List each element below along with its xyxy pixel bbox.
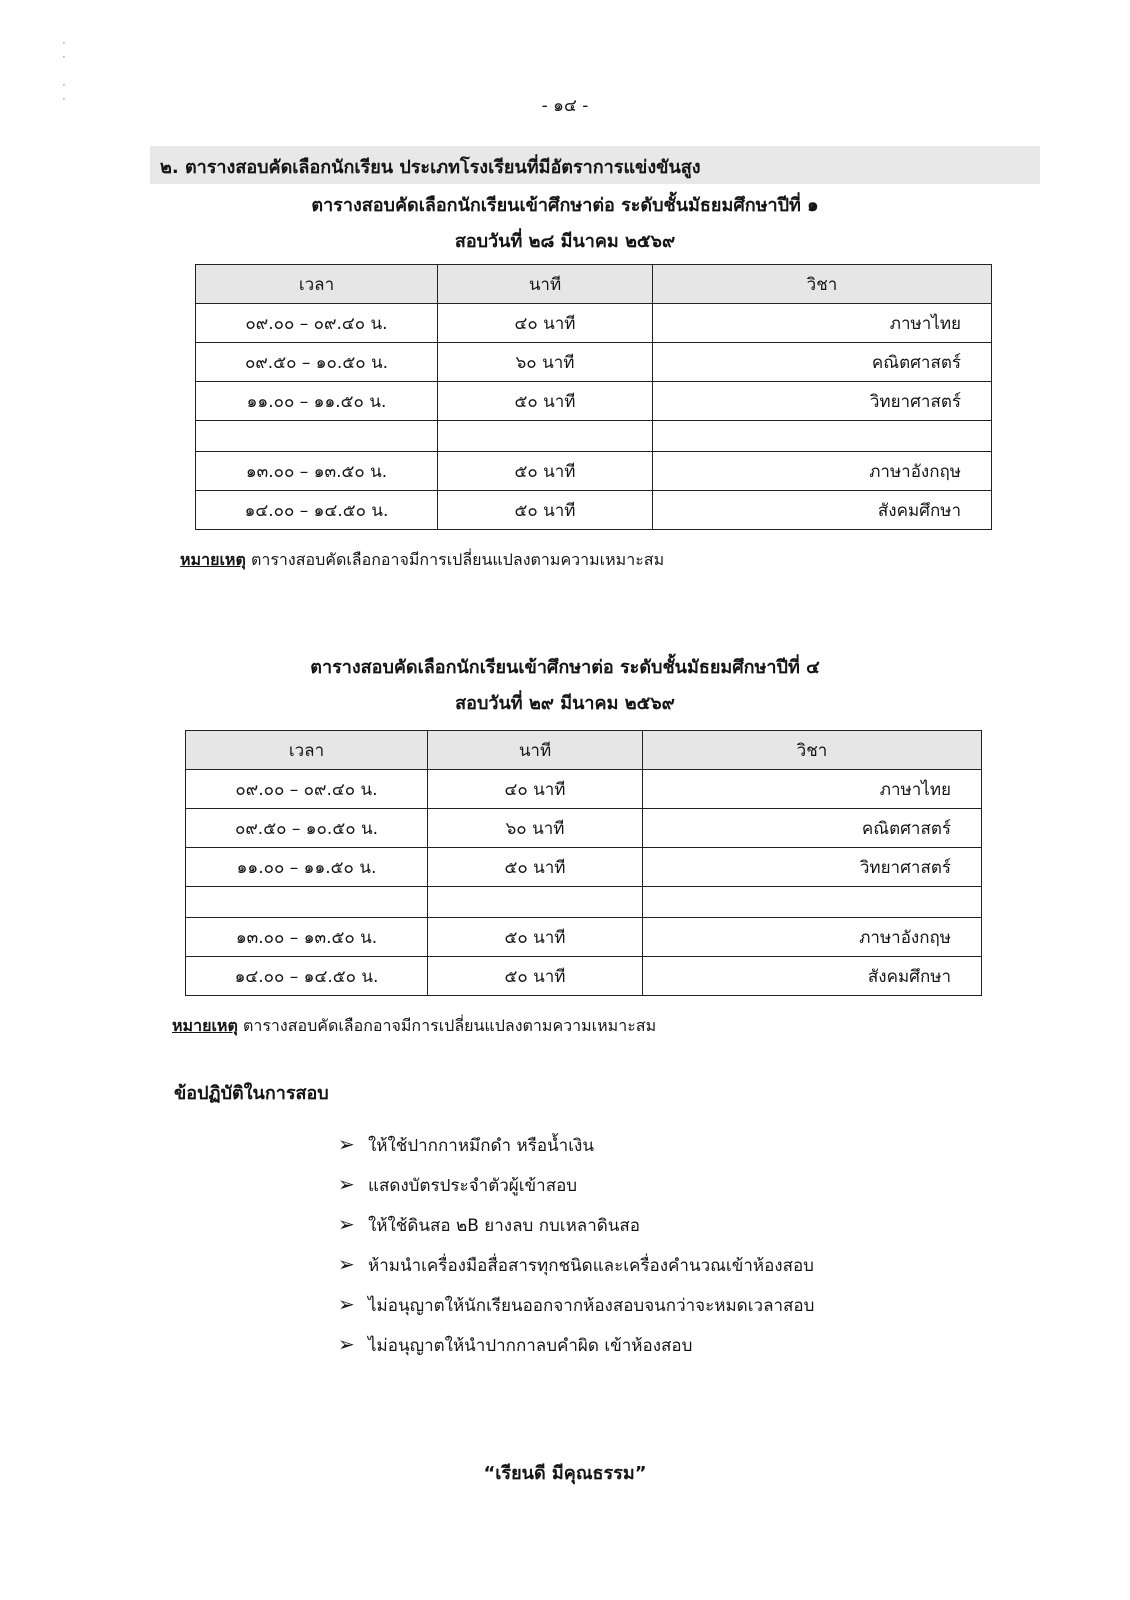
- note-label: หมายเหตุ: [180, 550, 246, 569]
- arrow-bullet-icon: ➢: [338, 1252, 355, 1276]
- cell-minutes: ๕๐ นาที: [428, 848, 643, 887]
- cell-time: ๑๔.๐๐ – ๑๔.๕๐ น.: [186, 957, 428, 996]
- cell-time: ๐๙.๕๐ – ๑๐.๕๐ น.: [196, 343, 438, 382]
- rule-text: แสดงบัตรประจำตัวผู้เข้าสอบ: [368, 1176, 578, 1196]
- section-heading: ๒. ตารางสอบคัดเลือกนักเรียน ประเภทโรงเรียนที่มีอัตราการแข่งขันสูง: [160, 157, 701, 178]
- table-row: [196, 343, 992, 382]
- cell-time: [196, 421, 438, 452]
- arrow-bullet-icon: ➢: [338, 1212, 355, 1236]
- rule-item: [338, 1212, 640, 1239]
- note-text: ตารางสอบคัดเลือกอาจมีการเปลี่ยนแปลงตามความเหมาะสม: [245, 550, 665, 569]
- cell-time: ๑๑.๐๐ – ๑๑.๕๐ น.: [196, 382, 438, 421]
- table-row: [196, 382, 992, 421]
- rule-item: [338, 1292, 814, 1319]
- schedule-2-note: [172, 1014, 656, 1039]
- schedule-2-date: สอบวันที่ ๒๙ มีนาคม ๒๕๖๙: [455, 693, 675, 714]
- table-row: [186, 918, 982, 957]
- table-row-break: [186, 887, 982, 918]
- cell-subject: สังคมศึกษา: [643, 957, 982, 996]
- rule-text: ให้ใช้ปากกาหมึกดำ หรือน้ำเงิน: [368, 1136, 594, 1156]
- cell-minutes: [438, 421, 653, 452]
- cell-minutes: ๔๐ นาที: [428, 770, 643, 809]
- cell-subject: ภาษาไทย: [643, 770, 982, 809]
- cell-subject: [653, 421, 992, 452]
- schedule-1-title: ตารางสอบคัดเลือกนักเรียนเข้าศึกษาต่อ ระดับชั้นมัธยมศึกษาปีที่ ๑: [311, 195, 819, 216]
- schedule-2-title: ตารางสอบคัดเลือกนักเรียนเข้าศึกษาต่อ ระดับชั้นมัธยมศึกษาปีที่ ๔: [310, 657, 820, 678]
- cell-subject: วิทยาศาสตร์: [643, 848, 982, 887]
- arrow-bullet-icon: ➢: [338, 1332, 355, 1356]
- note-text: ตารางสอบคัดเลือกอาจมีการเปลี่ยนแปลงตามความเหมาะสม: [237, 1016, 657, 1035]
- cell-minutes: ๔๐ นาที: [438, 304, 653, 343]
- note-label: หมายเหตุ: [172, 1016, 238, 1035]
- header-subject: วิชา: [653, 265, 992, 304]
- page-number: - ๑๔ -: [541, 96, 589, 116]
- table-row: [186, 957, 982, 996]
- schedule-1-date: สอบวันที่ ๒๘ มีนาคม ๒๕๖๙: [454, 231, 676, 252]
- header-minutes: นาที: [438, 265, 653, 304]
- cell-subject: คณิตศาสตร์: [653, 343, 992, 382]
- table-row: [196, 452, 992, 491]
- cell-minutes: ๕๐ นาที: [428, 957, 643, 996]
- table-row: [196, 491, 992, 530]
- cell-time: ๑๑.๐๐ – ๑๑.๕๐ น.: [186, 848, 428, 887]
- schedule-1-table: [195, 264, 992, 530]
- header-subject: วิชา: [643, 731, 982, 770]
- rule-item: [338, 1132, 594, 1159]
- cell-minutes: ๕๐ นาที: [438, 382, 653, 421]
- schedule-1-note: [180, 548, 664, 573]
- cell-time: ๑๓.๐๐ – ๑๓.๕๐ น.: [186, 918, 428, 957]
- school-motto: “เรียนดี มีคุณธรรม”: [483, 1463, 647, 1484]
- cell-subject: คณิตศาสตร์: [643, 809, 982, 848]
- cell-subject: ภาษาไทย: [653, 304, 992, 343]
- scan-marks: · · · ·: [62, 36, 66, 106]
- table-row: [196, 304, 992, 343]
- cell-time: ๑๓.๐๐ – ๑๓.๕๐ น.: [196, 452, 438, 491]
- arrow-bullet-icon: ➢: [338, 1132, 355, 1156]
- rule-text: ไม่อนุญาตให้นักเรียนออกจากห้องสอบจนกว่าจะหมดเวลาสอบ: [368, 1296, 815, 1316]
- header-time: เวลา: [186, 731, 428, 770]
- cell-minutes: ๕๐ นาที: [438, 452, 653, 491]
- cell-time: ๐๙.๐๐ – ๐๙.๔๐ น.: [196, 304, 438, 343]
- header-time: เวลา: [196, 265, 438, 304]
- rule-item: [338, 1332, 692, 1359]
- cell-subject: ภาษาอังกฤษ: [643, 918, 982, 957]
- cell-minutes: ๕๐ นาที: [428, 918, 643, 957]
- cell-subject: สังคมศึกษา: [653, 491, 992, 530]
- cell-time: [186, 887, 428, 918]
- arrow-bullet-icon: ➢: [338, 1172, 355, 1196]
- cell-minutes: ๖๐ นาที: [438, 343, 653, 382]
- cell-time: ๐๙.๐๐ – ๐๙.๔๐ น.: [186, 770, 428, 809]
- header-minutes: นาที: [428, 731, 643, 770]
- rule-item: [338, 1172, 577, 1199]
- schedule-2-table: [185, 730, 982, 996]
- table-row: [186, 848, 982, 887]
- table-header-row: [186, 731, 982, 770]
- cell-minutes: [428, 887, 643, 918]
- table-row-break: [196, 421, 992, 452]
- cell-time: ๐๙.๕๐ – ๑๐.๕๐ น.: [186, 809, 428, 848]
- table-header-row: [196, 265, 992, 304]
- cell-time: ๑๔.๐๐ – ๑๔.๕๐ น.: [196, 491, 438, 530]
- rule-text: ห้ามนำเครื่องมือสื่อสารทุกชนิดและเครื่องคำนวณเข้าห้องสอบ: [368, 1256, 814, 1276]
- cell-minutes: ๕๐ นาที: [438, 491, 653, 530]
- cell-subject: [643, 887, 982, 918]
- rule-item: [338, 1252, 814, 1279]
- cell-minutes: ๖๐ นาที: [428, 809, 643, 848]
- rule-text: ไม่อนุญาตให้นำปากกาลบคำผิด เข้าห้องสอบ: [368, 1336, 693, 1356]
- arrow-bullet-icon: ➢: [338, 1292, 355, 1316]
- cell-subject: ภาษาอังกฤษ: [653, 452, 992, 491]
- table-row: [186, 809, 982, 848]
- rules-heading: ข้อปฏิบัติในการสอบ: [174, 1083, 329, 1104]
- cell-subject: วิทยาศาสตร์: [653, 382, 992, 421]
- rule-text: ให้ใช้ดินสอ ๒B ยางลบ กบเหลาดินสอ: [368, 1216, 640, 1236]
- table-row: [186, 770, 982, 809]
